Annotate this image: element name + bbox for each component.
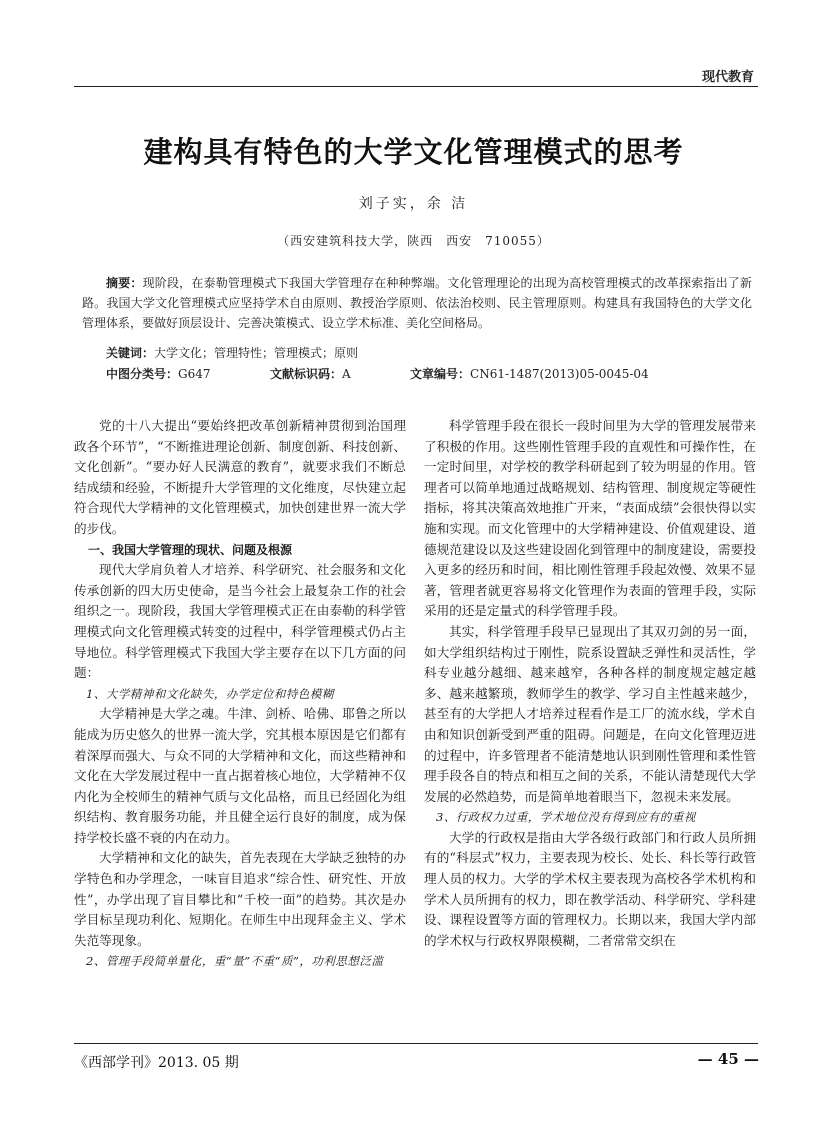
- section-heading: 一、我国大学管理的现状、问题及根源: [88, 542, 293, 557]
- body-paragraph: 大学的行政权是指由大学各级行政部门和行政人员所拥有的“科层式”权力，主要表现为校长、处长、科长等行政管理人员的权力。大学的学术权主要表现为高校各学术机构和学术人员所拥有的权力，即在教学活动、科学研究、学科建设、课程设置等方面的管理权力。长期以来，我国大学内部的学术权与行政权界限模糊，二者常常交织在: [424, 829, 756, 948]
- keywords-label: 关键词：: [106, 346, 155, 360]
- section-label: 现代教育: [701, 70, 754, 85]
- article-meta: [106, 365, 756, 382]
- doc-code-value: A: [342, 367, 351, 381]
- header-rule: [74, 86, 758, 87]
- body-paragraph: 大学精神是大学之魂。牛津、剑桥、哈佛、耶鲁之所以能成为历史悠久的世界一流大学，究其根本原因是它们都有着深厚而强大、与众不同的大学精神和文化，而这些精神和文化在大学发展过程中一直占据着核心地位，大学精神不仅内化为全校师生的精神气质与文化品格，而且已经固化为组织结构、教育服务功能，并且健全运行良好的制度，成为保持学校长盛不衰的内在动力。: [74, 706, 406, 845]
- clc-label: 中图分类号：: [106, 367, 179, 381]
- clc-value: G647: [178, 367, 211, 381]
- body-paragraph: 党的十八大提出“要始终把改革创新精神贯彻到治国理政各个环节”，“不断推进理论创新、制度创新、科技创新、文化创新”。“要办好人民满意的教育”，就要求我们不断总结成绩和经验，不断提升大学管理的文化维度，尽快建立起符合现代大学精神的文化管理模式，加快创建世界一流大学的步伐。: [74, 418, 406, 536]
- doc-code-label: 文献标识码：: [270, 367, 343, 381]
- subsection-heading: 1、大学精神和文化缺失，办学定位和特色模糊: [86, 686, 334, 701]
- body-paragraph: 现代大学肩负着人才培养、科学研究、社会服务和文化传承创新的四大历史使命，是当今社会上最复杂工作的社会组织之一。现阶段，我国大学管理模式正在由泰勒的科学管理模式向文化管理模式转变的过程中，科学管理模式仍占主导地位。科学管理模式下我国大学主要存在以下几方面的问题：: [74, 562, 406, 681]
- body-column-right: [424, 416, 756, 951]
- subsection-heading: 3、行政权力过重，学术地位没有得到应有的重视: [436, 810, 696, 825]
- subsection-heading: 2、管理手段简单量化，重“量”不重“质”，功利思想泛滥: [86, 954, 384, 969]
- article-title: 建构具有特色的大学文化管理模式的思考: [143, 135, 684, 169]
- article-affiliation: （西安建筑科技大学，陕西 西安 710055）: [277, 234, 550, 248]
- abstract-text: 现阶段，在泰勒管理模式下我国大学管理存在种种弊端。文化管理理论的出现为高校管理模式的改革探索指出了新路。我国大学文化管理模式应坚持学术自由原则、教授治学原则、依法治校则、民主管理原则。构建具有我国特色的大学文化管理体系，要做好顶层设计、完善决策模式、设立学术标准、美化空间格局。: [82, 276, 752, 330]
- article-authors: 刘子实，余 洁: [358, 196, 469, 212]
- article-number: [410, 365, 649, 382]
- keywords: [106, 344, 358, 361]
- body-paragraph: 科学管理手段在很长一段时间里为大学的管理发展带来了积极的作用。这些刚性管理手段的直观性和可操作性，在一定时间里，对学校的教学科研起到了较为明显的作用。管理者可以简单地通过战略规划、结构管理、制度规定等硬性指标，将其决策高效地推广开来，“表面成绩”会很快得以实施和实现。而文化管理中的大学精神建设、价值观建设、道德规范建设以及这些建设固化到管理中的制度建设，需要投入更多的经历和时间，相比刚性管理手段起效慢、效果不显著，管理者就更容易将文化管理作为表面的管理手段，实际采用的还是定量式的科学管理手段。: [424, 418, 756, 619]
- journal-name: 《西部学刊》2013. 05 期: [74, 1055, 239, 1071]
- abstract-label: 摘要：: [106, 276, 143, 290]
- article-no-label: 文章编号：: [410, 367, 471, 381]
- body-paragraph: 大学精神和文化的缺失，首先表现在大学缺乏独特的办学特色和办学理念，一味盲目追求“综合性、研究性、开放性”，办学出现了盲目攀比和“千校一面”的趋势。其次是办学目标呈现功利化、短期化。在师生中出现拜金主义、学术失范等现象。: [74, 850, 406, 948]
- document-code: [270, 365, 410, 382]
- footer-rule: [74, 1043, 758, 1044]
- page-number: — 45 —: [697, 1050, 759, 1068]
- article-no-value: CN61-1487(2013)05-0045-04: [470, 367, 649, 381]
- body-column-left: [74, 416, 406, 972]
- body-paragraph: 其实，科学管理手段早已显现出了其双刃剑的另一面，如大学组织结构过于刚性，院系设置缺乏弹性和灵活性，学科专业越分越细、越来越窄，各种各样的制度规定越定越多、越来越繁琐，教师学生的教学、学习自主性越来越少，甚至有的大学把人才培养过程看作是工厂的流水线，学术自由和知识创新受到严重的阻碍。问题是，在向文化管理迈进的过程中，许多管理者不能清楚地认识到刚性管理和柔性管理手段各自的特点和相互之间的关系，不能认清楚现代大学发展的必然趋势，而是简单地着眼当下，忽视未来发展。: [424, 623, 756, 804]
- abstract: [82, 273, 752, 333]
- keywords-text: 大学文化；管理特性；管理模式；原则: [154, 346, 359, 360]
- clc-number: [106, 365, 270, 382]
